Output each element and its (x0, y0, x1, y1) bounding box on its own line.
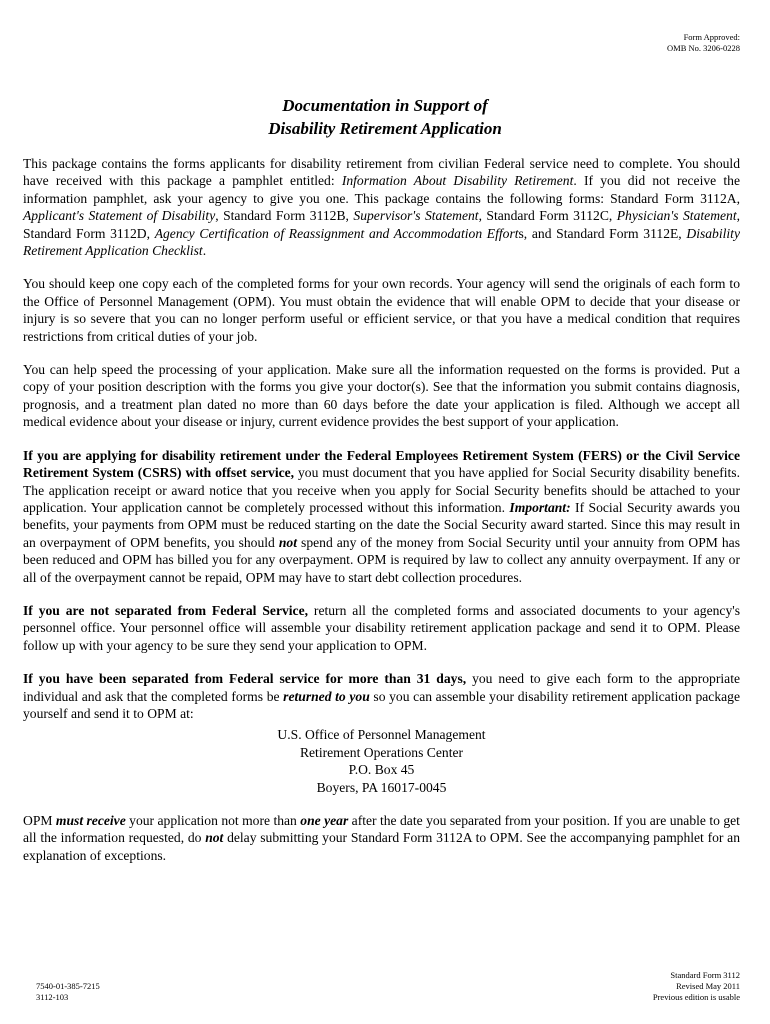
not-separated-paragraph: If you are not separated from Federal Service, return all the completed forms and associated documents to your agency's personnel office. Your personnel office will assemble your disability retirement application package and send it to OPM. Please follow up with your agency to be sure they send your application to OPM. (23, 602, 740, 653)
document-body (23, 155, 740, 880)
address-line-3: P.O. Box 45 (348, 762, 415, 778)
stock-number: 7540-01-385-7215 (36, 981, 100, 991)
form-3112d-title: Agency Certification of Reassignment and Accommodation Effort (154, 225, 519, 241)
revision-date: Revised May 2011 (676, 981, 740, 991)
form-3112a-title: Applicant's Statement of Disability (23, 208, 216, 224)
page-title (0, 94, 770, 140)
previous-edition-note: Previous edition is usable (652, 992, 740, 1002)
title-line-1: Documentation in Support of (282, 96, 488, 115)
pamphlet-title: Information About Disability Retirement (341, 173, 574, 189)
address-line-4: Boyers, PA 16017-0045 (316, 779, 447, 795)
fers-csrs-paragraph: If you are applying for disability retirement under the Federal Employees Retirement System (FERS) or the Civil Service Retirement System (CSRS) with offset service, you must document that you have applied for Social Security disability benefits. The application receipt or award notice that you receive when you apply for Social Security benefits should be attached to your application. Your application cannot be completely processed without this information. Important: If Social Security awards you benefits, your payments from OPM must be reduced starting on the date the Social Security award started. Since this may result in an overpayment of OPM benefits, you should not spend any of the money from Social Security until your annuity from OPM has been reduced and OPM has billed you for any overpayment. OPM is required by law to collect any annuity overpayment. If any or all of the overpayment cannot be repaid, OPM may have to start debt collection procedures. (23, 447, 741, 585)
form-approved-label: Form Approved: (683, 32, 740, 42)
form-code: 3112-103 (36, 992, 69, 1002)
important-label: Important: (509, 499, 571, 515)
footer-stock-info (36, 981, 100, 1003)
omb-number: OMB No. 3206-0228 (667, 43, 740, 53)
form-3112b-title: Supervisor's Statement (353, 208, 479, 224)
form-name: Standard Form 3112 (670, 970, 740, 980)
form-3112e-title: Disability Retirement Application Checklist (23, 225, 740, 259)
separated-paragraph: If you have been separated from Federal service for more than 31 days, you need to give each form to the appropriate individual and ask that the completed forms be returned to you so you can assemble your disability retirement application package yourself and send it to OPM at: (23, 671, 741, 721)
address-line-1: U.S. Office of Personnel Management (277, 727, 486, 743)
deadline-paragraph: OPM must receive your application not more than one year after the date you separated from your position. If you are unable to get all the information requested, do not delay submitting your Standard Form 3112A to OPM. See the accompanying pamphlet for an explanation of exceptions. (23, 813, 740, 863)
title-line-2: Disability Retirement Application (268, 119, 502, 138)
form-3112c-title: Physician's Statement (616, 208, 737, 224)
address-line-2: Retirement Operations Center (299, 744, 464, 760)
footer-form-info (653, 970, 740, 1003)
records-paragraph: You should keep one copy each of the completed forms for your own records. Your agency will send the originals of each form to the Office of Personnel Management (OPM). You must obtain the evidence that will enable OPM to decide that your disease or injury is so severe that you can no longer perform useful or efficient service, or that you have a medical condition that requires restrictions from critical duties of your job. (23, 276, 740, 344)
omb-approval (667, 32, 740, 54)
intro-paragraph: This package contains the forms applicants for disability retirement from civilian Federal service need to complete. You should have received with this package a pamphlet entitled: Information About Disability Retirement. If you did not receive the information pamphlet, ask your agency to give you one. This package contains the following forms: Standard Form 3112A, Applicant's Statement of Disability, Standard Form 3112B, Supervisor's Statement, Standard Form 3112C, Physician's Statement, Standard Form 3112D, Agency Certification of Reassignment and Accommodation Efforts, and Standard Form 3112E, Disability Retirement Application Checklist. (23, 156, 741, 259)
mailing-address (23, 726, 740, 796)
processing-paragraph: You can help speed the processing of your application. Make sure all the information requested on the forms is provided. Put a copy of your position description with the forms you give your doctor(s). See that the information you submit contains diagnosis, prognosis, and a treatment plan dated no more than 60 days before the date your application is filed. Although we accept all medical evidence about your disease or injury, current evidence provides the best support of your application. (23, 362, 740, 430)
